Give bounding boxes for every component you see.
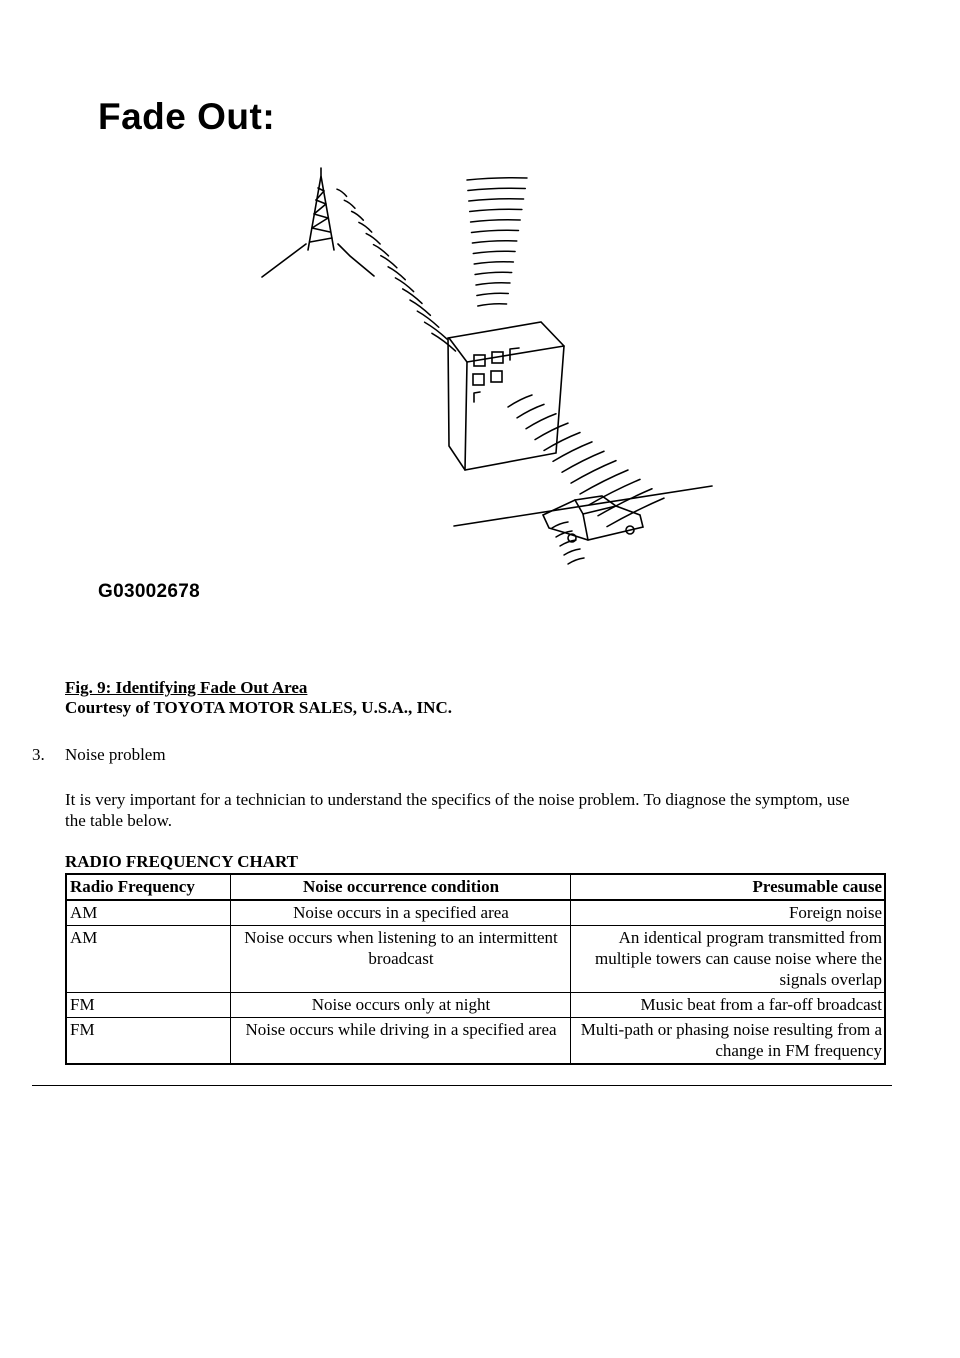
wave-arc [564, 549, 580, 555]
table-row [66, 1018, 885, 1065]
wave-arc [607, 498, 664, 527]
wave-arc [471, 220, 521, 222]
header-noise-condition: Noise occurrence condition [231, 874, 571, 900]
wave-arc [478, 304, 507, 306]
cell-frequency: FM [66, 993, 231, 1018]
wave-arc [469, 199, 524, 201]
wave-arc [560, 540, 576, 546]
wave-arc [475, 272, 512, 274]
wave-arc [476, 283, 510, 285]
wave-arc [468, 188, 525, 190]
cell-condition: Noise occurs while driving in a specified area [231, 1018, 571, 1065]
cell-cause: Foreign noise [571, 900, 886, 926]
table-row [66, 993, 885, 1018]
wave-arc [352, 211, 364, 220]
radio-frequency-table [65, 873, 886, 1065]
wave-arc [472, 241, 516, 243]
building-icon [448, 322, 564, 470]
wave-arc [526, 414, 556, 429]
wave-arc [535, 423, 568, 440]
wave-arc [544, 433, 580, 451]
cell-condition: Noise occurs in a specified area [231, 900, 571, 926]
cell-condition: Noise occurs only at night [231, 993, 571, 1018]
wave-arc [470, 209, 522, 211]
wave-arc [374, 245, 389, 256]
fade-out-illustration [0, 0, 960, 600]
wave-arc [344, 200, 355, 208]
caption-credit: Courtesy of TOYOTA MOTOR SALES, U.S.A., INC. [65, 698, 452, 717]
table-title: RADIO FREQUENCY CHART [65, 852, 299, 871]
wave-arc [359, 222, 372, 232]
table-header-row [66, 874, 885, 900]
step-heading [32, 745, 166, 765]
wave-arc [568, 558, 584, 564]
cell-cause: Multi-path or phasing noise resulting from a change in FM frequency [571, 1018, 886, 1065]
wave-arc [508, 395, 532, 407]
cell-frequency: FM [66, 1018, 231, 1065]
cell-cause: Music beat from a far-off broadcast [571, 993, 886, 1018]
radio-tower-icon [262, 168, 374, 277]
header-presumable-cause: Presumable cause [571, 874, 886, 900]
wave-arc [467, 178, 527, 180]
cell-condition: Noise occurs when listening to an intermittent broadcast [231, 926, 571, 993]
header-radio-frequency: Radio Frequency [66, 874, 231, 900]
figure-code: G03002678 [98, 581, 201, 602]
wave-arc [474, 262, 513, 264]
caption-title: Fig. 9: Identifying Fade Out Area [65, 678, 308, 697]
figure-heading: Fade Out: [98, 96, 276, 137]
wave-arc [381, 256, 397, 268]
cell-frequency: AM [66, 926, 231, 993]
cell-cause: An identical program transmitted from multiple towers can cause noise where the signals overlap [571, 926, 886, 993]
cell-frequency: AM [66, 900, 231, 926]
figure-caption [65, 678, 452, 718]
wave-arc [366, 234, 380, 244]
table-row [66, 900, 885, 926]
step-number: 3. [32, 745, 45, 764]
table-row [66, 926, 885, 993]
step-paragraph: It is very important for a technician to understand the specifics of the noise problem. To diagnose the symptom, use the table below. [65, 790, 850, 830]
wave-arc [477, 293, 508, 295]
wave-arc [337, 189, 347, 196]
wave-arc [517, 404, 544, 418]
page-divider [32, 1085, 892, 1086]
wave-arc [472, 230, 519, 232]
wave-arc [552, 522, 568, 528]
wave-arc [473, 251, 515, 253]
step-title: Noise problem [65, 745, 166, 764]
